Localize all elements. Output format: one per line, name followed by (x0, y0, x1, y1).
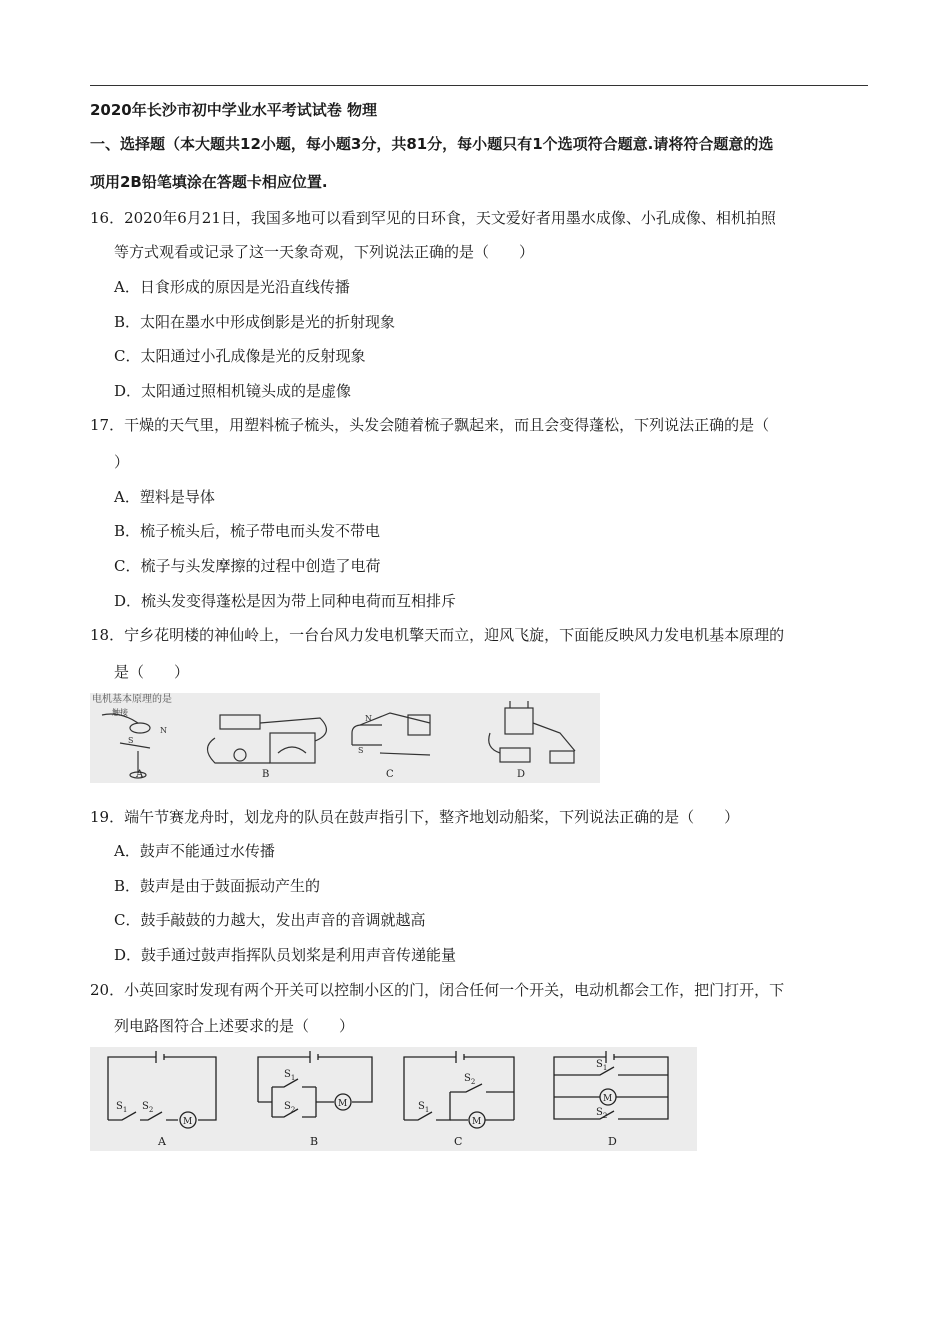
q17-stem-2: ） (114, 453, 130, 471)
q20-circuit-a (108, 1051, 216, 1128)
q20-d-s2: $S_2$ (596, 1107, 608, 1120)
q17-option-c: C．梳子与头发摩擦的过程中创造了电荷 (114, 557, 381, 575)
q18-diagram-d (489, 701, 575, 763)
q18-figure-top-text: 电机基本原理的是 (92, 694, 172, 705)
q20-b-motor: M (338, 1099, 348, 1109)
exam-title: 2020年长沙市初中学业水平考试试卷 物理 (90, 101, 377, 119)
q20-c-s1: $S_1$ (418, 1101, 430, 1114)
q20-figure-svg (90, 1047, 697, 1151)
q20-figure (90, 1047, 697, 1151)
q16-option-a: A．日食形成的原因是光沿直线传播 (114, 278, 350, 296)
q20-a-s2: $S_2$ (142, 1101, 154, 1114)
q17-option-a: A．塑料是导体 (114, 488, 215, 506)
q20-d-motor: M (603, 1094, 613, 1104)
q18-diagram-b (208, 715, 327, 763)
q19-option-d: D．鼓手通过鼓声指挥队员划桨是利用声音传递能量 (114, 946, 457, 964)
q18-a-n-label: N (160, 726, 167, 735)
q20-circuit-b (258, 1051, 372, 1117)
q20-label-a: A (158, 1135, 166, 1148)
q20-circuit-c (404, 1051, 514, 1128)
q20-stem-1: 20．小英回家时发现有两个开关可以控制小区的门，闭合任何一个开关，电动机都会工作，把门打开，下 (90, 981, 785, 999)
q20-b-s2: $S_2$ (284, 1101, 296, 1114)
q18-diagram-c (352, 713, 430, 755)
q18-c-s-label: S (358, 746, 364, 755)
q16-option-d: D．太阳通过照相机镜头成的是虚像 (114, 382, 352, 400)
q19-option-c: C．鼓手敲鼓的力越大，发出声音的音调就越高 (114, 911, 426, 929)
q16-stem-2: 等方式观看或记录了这一天象奇观，下列说法正确的是（ ） (114, 243, 535, 261)
q18-label-a: A (136, 769, 144, 780)
q16-stem-1: 16．2020年6月21日，我国多地可以看到罕见的日环食，天文爱好者用墨水成像、小孔成像、相机拍照 (90, 209, 776, 227)
q20-label-b: B (310, 1135, 319, 1148)
q17-option-b: B．梳子梳头后，梳子带电而头发不带电 (114, 522, 381, 540)
q20-a-s1: $S_1$ (116, 1101, 128, 1114)
q18-a-contact-text: 触接 (112, 708, 128, 717)
q18-figure-svg (90, 693, 600, 783)
q20-d-s1: $S_1$ (596, 1059, 608, 1072)
q20-stem-2: 列电路图符合上述要求的是（ ） (114, 1017, 355, 1035)
q18-stem-2: 是（ ） (114, 663, 190, 681)
q20-circuit-d (554, 1051, 668, 1119)
q18-label-c: C (386, 769, 394, 780)
q18-label-b: B (262, 769, 270, 780)
q20-b-s1: $S_1$ (284, 1069, 296, 1082)
header-rule (90, 85, 868, 86)
q16-option-c: C．太阳通过小孔成像是光的反射现象 (114, 347, 366, 365)
q18-figure (90, 693, 600, 783)
q19-option-b: B．鼓声是由于鼓面振动产生的 (114, 877, 321, 895)
q20-label-d: D (608, 1135, 617, 1148)
q17-option-d: D．梳头发变得蓬松是因为带上同种电荷而互相排斥 (114, 592, 457, 610)
section-instruction-1: 一、选择题（本大题共12小题，每小题3分，共81分，每小题只有1个选项符合题意.请将符合题意的选 (90, 135, 774, 153)
q20-a-motor: M (183, 1117, 193, 1127)
q17-stem-1: 17．干燥的天气里，用塑料梳子梳头，头发会随着梳子飘起来，而且会变得蓬松，下列说法正确的是（ (90, 416, 770, 434)
q19-option-a: A．鼓声不能通过水传播 (114, 842, 275, 860)
q18-stem-1: 18．宁乡花明楼的神仙岭上，一台台风力发电机擎天而立，迎风飞旋，下面能反映风力发电机基本原理的 (90, 626, 785, 644)
q20-c-s2: $S_2$ (464, 1073, 476, 1086)
q18-a-s-label: S (128, 736, 134, 745)
q18-c-n-label: N (365, 714, 372, 723)
q18-label-d: D (517, 769, 526, 780)
q19-stem-1: 19．端午节赛龙舟时，划龙舟的队员在鼓声指引下，整齐地划动船桨，下列说法正确的是（ ） (90, 808, 740, 826)
section-instruction-2: 项用2B铅笔填涂在答题卡相应位置. (90, 173, 328, 191)
q20-label-c: C (454, 1135, 463, 1148)
q16-option-b: B．太阳在墨水中形成倒影是光的折射现象 (114, 313, 396, 331)
q20-c-motor: M (472, 1117, 482, 1127)
